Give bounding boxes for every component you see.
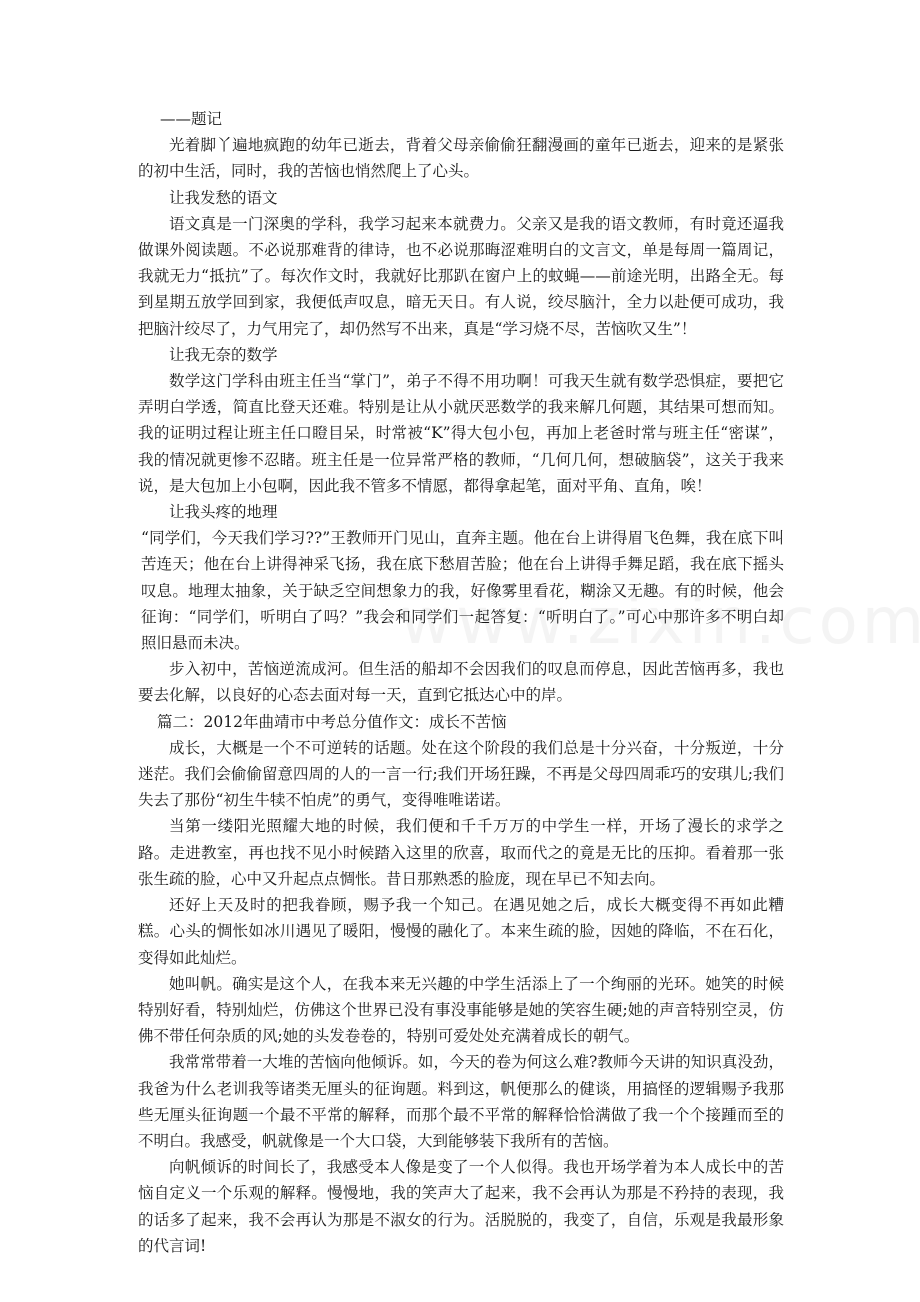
section-heading-math: 让我无奈的数学: [169, 345, 278, 364]
chapter-paragraph: 当第一缕阳光照耀大地的时候，我们便和千千万万的中学生一样，开场了漫长的求学之路。走进教室，再也找不见小时候踏入这里的欣喜，取而代之的竟是无比的压抑。看着那一张张生疏的脸，心中又升起点点惆怅。昔日那熟悉的脸庞，现在早已不知去向。: [138, 817, 784, 888]
chapter-paragraph: 她叫帆。确实是这个人，在我本来无兴趣的中学生活添上了一个绚丽的光环。她笑的时候特别好看，特别灿烂，仿佛这个世界已没有事没事能够是她的笑容生硬;她的声音特别空灵，仿佛不带任何杂质的风;她的头发卷卷的，特别可爱处处充满着成长的朝气。: [138, 974, 784, 1046]
intro-paragraph: 光着脚丫遍地疯跑的幼年已逝去，背着父母亲偷偷狂翻漫画的童年已逝去，迎来的是紧张的初中生活，同时，我的苦恼也悄然爬上了心头。: [138, 136, 784, 181]
chapter-paragraph: 我常常带着一大堆的苦恼向他倾诉。如，今天的卷为何这么难?教师今天讲的知识真没劲，我爸为什么老训我等诸类无厘头的征询题。料到这，帆便那么的健谈，用搞怪的逻辑赐予我那些无厘头征询题一个最不平常的解释，而那个最不平常的解释恰恰满做了我一个个接踵而至的不明白。我感受，帆就像是一个大口袋，大到能够装下我所有的苦恼。: [138, 1053, 784, 1150]
chapter-paragraph: 成长，大概是一个不可逆转的话题。处在这个阶段的我们总是十分兴奋，十分叛逆，十分迷茫。我们会偷偷留意四周的人的一言一行;我们开场狂躁，不再是父母四周乖巧的安琪儿;我们失去了那份“初生牛犊不怕虎”的勇气，变得唯唯诺诺。: [138, 738, 784, 810]
section-heading-geography: 让我头疼的地理: [169, 503, 278, 522]
chapter-paragraph: 向帆倾诉的时间长了，我感受本人像是变了一个人似得。我也开场学着为本人成长中的苦恼自定义一个乐观的解释。慢慢地，我的笑声大了起来，我不会再认为那是不矜持的表现，我的话多了起来，我不会再认为那是不淑女的行为。活脱脱的，我变了，自信，乐观是我最形象的代言词!: [138, 1158, 784, 1255]
document-page: [138, 106, 784, 1259]
section-body-geography: “同学们，今天我们学习??”王教师开门见山，直奔主题。他在台上讲得眉飞色舞，我在底下叫苦连天；他在台上讲得神采飞扬，我在底下愁眉苦脸；他在台上讲得手舞足蹈，我在底下摇头叹息。地理太抽象，关于缺乏空间想象力的我，好像雾里看花，糊涂又无趣。有的时候，他会征询：“同学们，听明白了吗？”我会和同学们一起答复：“听明白了。”可心中那许多不明白却照旧悬而未决。: [141, 529, 784, 653]
section-body-math: 数学这门学科由班主任当“掌门”，弟子不得不用功啊！可我天生就有数学恐惧症，要把它弄明白学透，简直比登天还难。特别是让从小就厌恶数学的我来解几何题，其结果可想而知。我的证明过程让班主任口瞪目呆，时常被“K”得大包小包，再加上老爸时常与班主任“密谋”，我的情况就更惨不忍睹。班主任是一位异常严格的教师，“几何几何，想破脑袋”，这关于我来说，是大包加上小包啊，因此我不管多不情愿，都得拿起笔，面对平角、直角，唉！: [138, 372, 784, 495]
chapter-title: 篇二：2012年曲靖市中考总分值作文：成长不苦恼: [157, 712, 507, 731]
section-body-chinese: 语文真是一门深奥的学科，我学习起来本就费力。父亲又是我的语文教师，有时竟还逼我做课外阅读题。不必说那难背的律诗，也不必说那晦涩难明白的文言文，单是每周一篇周记，我就无力“抵抗”了。每次作文时，我就好比那趴在窗户上的蚊蝇——前途光明，出路全无。每到星期五放学回到家，我便低声叹息，暗无天日。有人说，绞尽脑汁，全力以赴便可成功，我把脑汁绞尽了，力气用完了，却仍然写不出来，真是“学习烧不尽，苦恼吹又生”！: [138, 214, 784, 338]
closing-paragraph: 步入初中，苦恼逆流成河。但生活的船却不会因我们的叹息而停息，因此苦恼再多，我也要去化解，以良好的心态去面对每一天，直到它抵达心中的岸。: [138, 660, 784, 705]
epigraph: ——题记: [160, 110, 223, 128]
chapter-paragraph: 还好上天及时的把我眷顾，赐予我一个知己。在遇见她之后，成长大概变得不再如此糟糕。心头的惆怅如冰川遇见了暖阳，慢慢的融化了。本来生疏的脸，因她的降临，不在石化，变得如此灿烂。: [138, 896, 784, 967]
section-heading-chinese: 让我发愁的语文: [169, 188, 278, 207]
